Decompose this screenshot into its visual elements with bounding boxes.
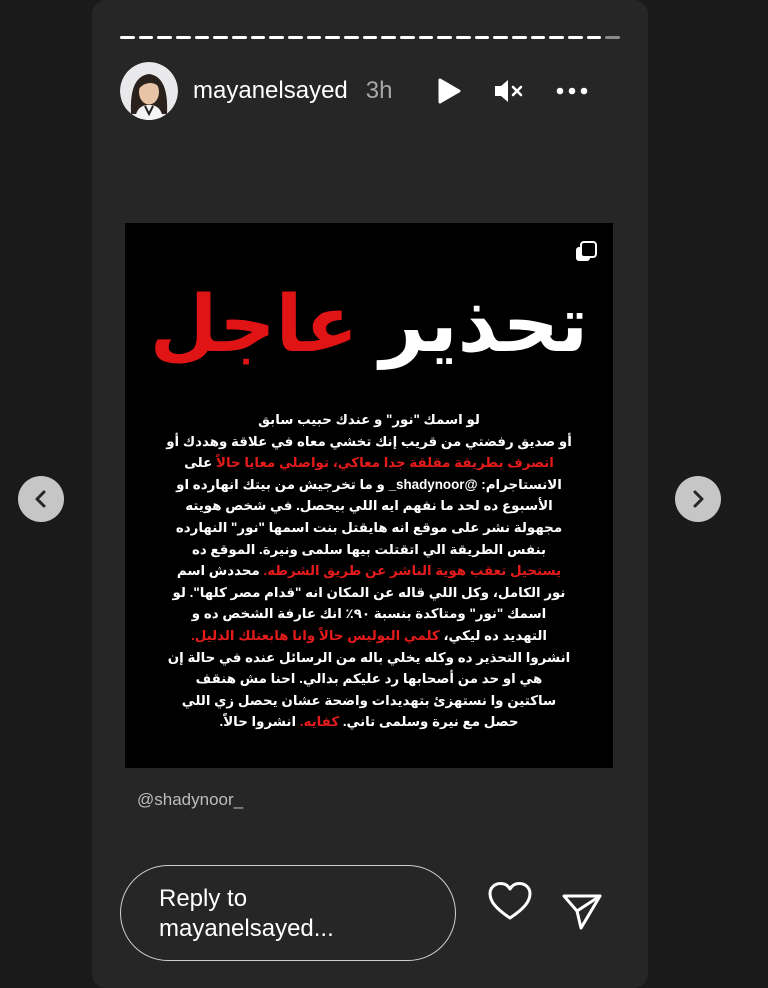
reply-input[interactable]	[120, 865, 456, 961]
story-header	[120, 62, 620, 120]
progress-segment	[195, 36, 210, 39]
post-body-line	[125, 560, 613, 582]
speaker-muted-icon	[492, 77, 524, 105]
progress-segment	[307, 36, 322, 39]
post-body-text: ساكتين وا نستهزئ بتهديدات واضحة عشان يحصل زي اللي	[181, 692, 557, 708]
post-body-line	[125, 431, 613, 453]
post-body-highlight: اتصرف بطريقة مقلقة جدا معاكي، تواصلي معايا حالاً	[215, 455, 554, 471]
post-body-line	[125, 452, 613, 474]
progress-segment	[363, 36, 378, 39]
next-story-button[interactable]	[675, 476, 721, 522]
progress-segment	[251, 36, 266, 39]
profile-photo	[120, 62, 178, 120]
post-title-word1: تحذير	[379, 280, 589, 368]
post-time: 3h	[365, 77, 393, 104]
progress-segment	[512, 36, 527, 39]
carousel-icon	[575, 241, 597, 263]
post-body-text: مجهولة نشر على موقع انه هايقتل بنت اسمها "نور" النهارده	[175, 519, 563, 535]
post-body-line	[125, 668, 613, 690]
post-body-text: على	[184, 455, 216, 471]
post-body	[125, 409, 613, 733]
progress-segment	[157, 36, 172, 39]
progress-segment	[381, 36, 396, 39]
chevron-left-icon	[31, 489, 51, 509]
post-body-line	[125, 711, 613, 733]
send-icon[interactable]	[560, 890, 604, 934]
progress-segment	[605, 36, 620, 39]
post-title-word2: عاجل	[149, 280, 359, 368]
progress-segment	[400, 36, 415, 39]
progress-segment	[568, 36, 583, 39]
progress-segment	[325, 36, 340, 39]
post-body-highlight: يستحيل تعقب هوية الناشر عن طريق الشرطه.	[263, 563, 562, 579]
heart-icon[interactable]	[487, 880, 533, 922]
post-body-line	[125, 495, 613, 517]
post-body-text: انشروا التحذير ده وكله يخلي باله من الرسائل عنده في حالة إن	[167, 649, 571, 665]
post-title	[125, 280, 613, 368]
story-progress-bar	[120, 36, 620, 39]
more-icon	[556, 87, 588, 95]
previous-story-button[interactable]	[18, 476, 64, 522]
post-body-text: اسمك "نور" ومتاكدة بنسبة ٩٠٪ انك عارفة الشخص ده و	[191, 606, 547, 622]
progress-segment	[213, 36, 228, 39]
avatar[interactable]	[120, 62, 178, 120]
progress-segment	[475, 36, 490, 39]
post-body-highlight: كلمي البوليس حالاً وانا هابعتلك الدليل.	[190, 627, 440, 643]
post-body-line	[125, 474, 613, 496]
more-options-button[interactable]	[556, 75, 588, 107]
shared-post[interactable]	[125, 223, 613, 768]
post-body-line	[125, 517, 613, 539]
progress-segment	[288, 36, 303, 39]
progress-segment	[587, 36, 602, 39]
progress-segment	[139, 36, 154, 39]
post-body-line	[125, 582, 613, 604]
story-viewer[interactable]	[92, 0, 648, 988]
post-body-highlight: كفايه.	[299, 714, 340, 730]
progress-segment	[531, 36, 546, 39]
post-body-text: بنفس الطريقة الي اتقتلت بيها سلمى ونيرة. الموقع ده	[191, 541, 547, 557]
username[interactable]: mayanelsayed	[193, 77, 348, 104]
chevron-right-icon	[688, 489, 708, 509]
progress-segment	[437, 36, 452, 39]
post-body-line	[125, 409, 613, 431]
reply-placeholder-line2: mayanelsayed...	[159, 915, 334, 942]
post-body-line	[125, 539, 613, 561]
post-body-text: هي او حد من أصحابها رد عليكم بدالي. احنا مش هنقف	[195, 671, 543, 687]
progress-segment	[269, 36, 284, 39]
mention-tag[interactable]: @shadynoor_	[137, 790, 244, 809]
mute-button[interactable]	[492, 75, 524, 107]
progress-segment	[493, 36, 508, 39]
post-body-text: أو صديق رفضتي من قريب إنك تخشي معاه في علاقة وهددك أو	[166, 433, 572, 449]
post-body-text: حصل مع نيرة وسلمى تاني.	[339, 714, 519, 730]
post-body-text: نور الكامل، وكل اللي قاله عن المكان انه "قدام مصر كلها". لو	[172, 584, 566, 600]
post-body-text: الأسبوع ده لحد ما نفهم ايه اللي بيحصل. في شخص هويته	[185, 498, 553, 514]
post-body-line	[125, 690, 613, 712]
post-body-text: الانستاجرام: @shadynoor_ و ما تخرجيش من بيتك انهارده او	[176, 476, 562, 492]
progress-segment	[344, 36, 359, 39]
post-body-text: انشروا حالاً.	[219, 714, 300, 730]
progress-segment	[456, 36, 471, 39]
post-body-line	[125, 603, 613, 625]
play-icon	[436, 77, 462, 105]
progress-segment	[176, 36, 191, 39]
reply-placeholder-line1: Reply to	[159, 885, 248, 912]
post-body-text: محددش اسم	[176, 563, 264, 579]
progress-segment	[120, 36, 135, 39]
post-body-text: لو اسمك "نور" و عندك حبيب سابق	[258, 412, 480, 427]
post-body-line	[125, 647, 613, 669]
progress-segment	[549, 36, 564, 39]
play-button[interactable]	[433, 75, 465, 107]
post-body-text: التهديد ده ليكي،	[439, 627, 547, 643]
progress-segment	[232, 36, 247, 39]
progress-segment	[419, 36, 434, 39]
post-body-line	[125, 625, 613, 647]
